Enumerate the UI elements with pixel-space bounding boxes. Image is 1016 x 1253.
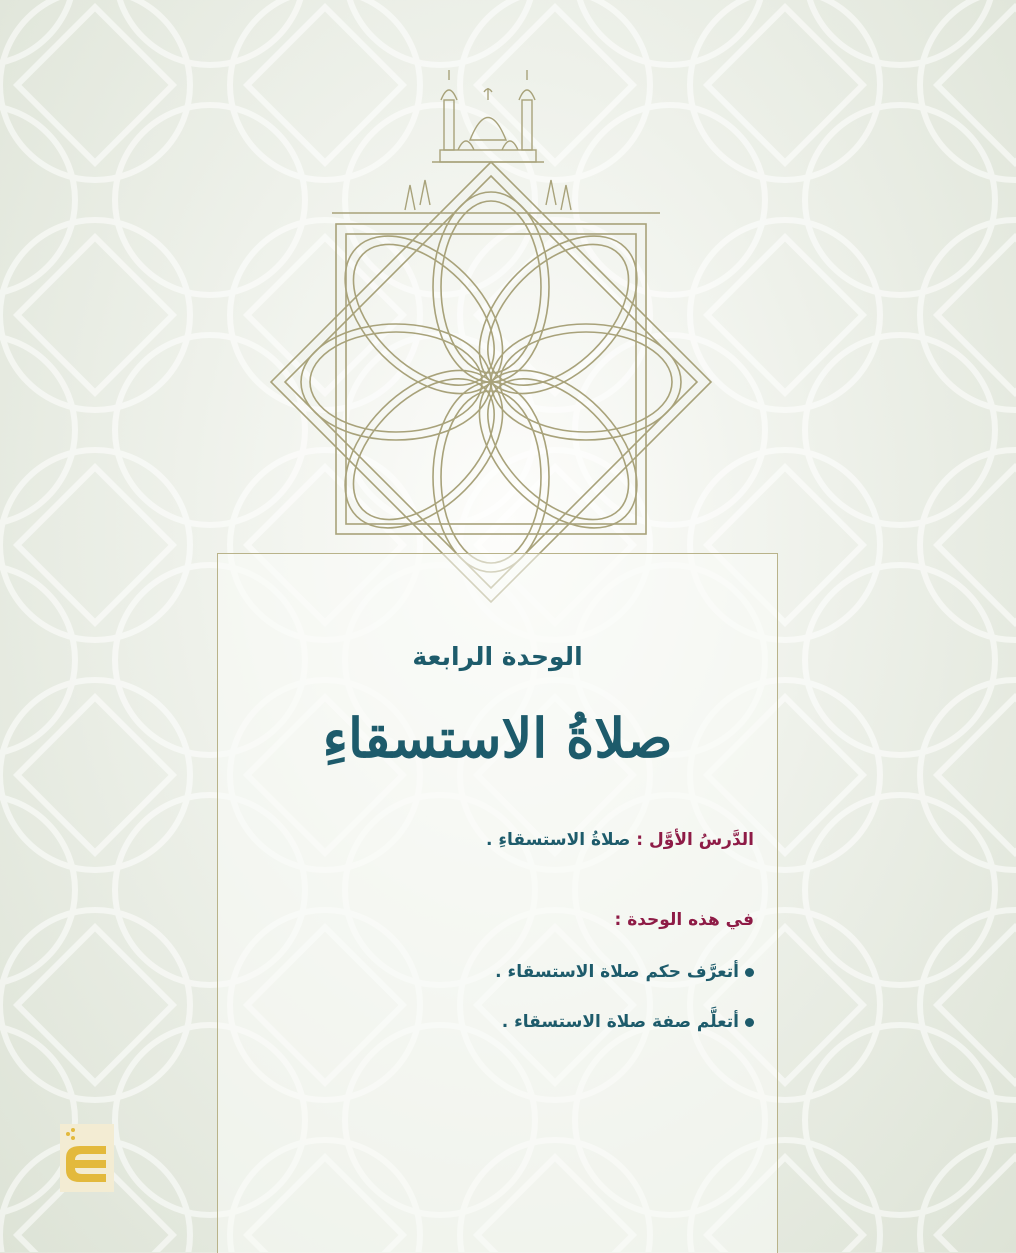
mosque-silhouette-icon [405,70,571,210]
unit-label: الوحدة الرابعة [412,642,583,671]
lesson-title: صلاةُ الاستسقاءِ . [485,830,631,850]
outcome-item [502,1012,754,1032]
bullet-icon [745,1018,754,1027]
bullet-icon [745,968,754,977]
outcome-item [495,962,754,982]
lesson-line [486,830,754,850]
unit-title: صلاةُ الاستسقاءِ [322,706,673,770]
outcome-text: أتعرَّف حكم صلاة الاستسقاء . [495,962,739,982]
outcome-text: أتعلَّم صفة صلاة الاستسقاء . [501,1012,739,1032]
eight-petal-ornament-icon [271,162,711,602]
lesson-label: الدَّرسُ الأوَّل : [636,830,754,850]
publisher-logo-icon [60,1124,114,1192]
outcomes-heading: في هذه الوحدة : [614,910,754,930]
